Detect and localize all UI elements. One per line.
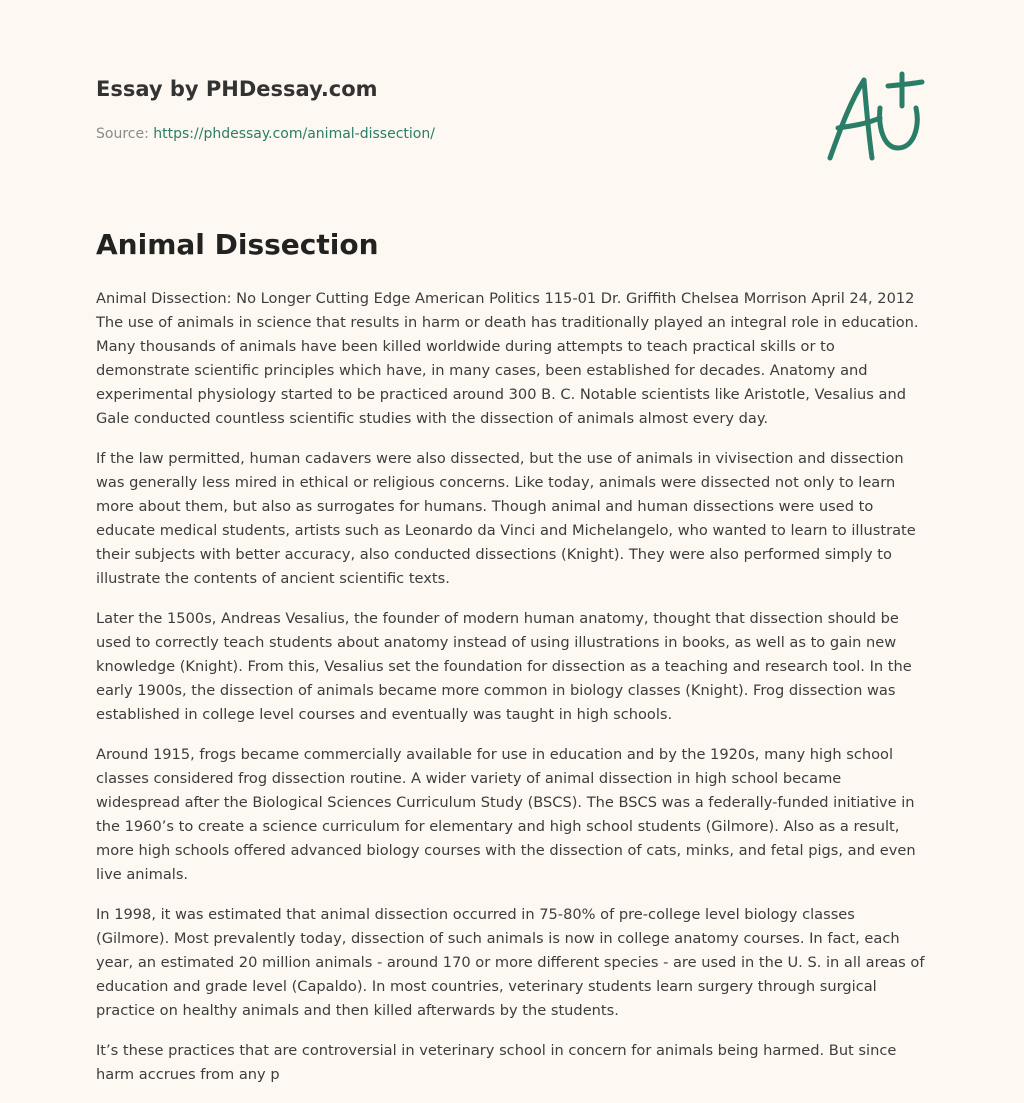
essay-paragraph-5: In 1998, it was estimated that animal dissection occurred in 75-80% of pre-college level biology classes (Gilmore). Most prevalently today, dissection of such animals is now in college anatomy courses. In fact, each year, an estimated 20 million animals - around 170 or more different species - are used in the U. S. in all areas of education and grade level (Capaldo). In most countries, veterinary students learn surgery through surgical practice on healthy animals and then killed afterwards by the students.	[96, 906, 925, 1019]
essay-header	[96, 74, 796, 144]
essay-paragraph-4: Around 1915, frogs became commercially available for use in education and by the 1920s, many high school classes considered frog dissection routine. A wider variety of animal dissection in high school became widespread after the Biological Sciences Curriculum Study (BSCS). The BSCS was a federally-funded initiative in the 1960’s to create a science curriculum for elementary and high school students (Gilmore). Also as a result, more high schools offered advanced biology courses with the dissection of cats, minks, and fetal pigs, and even live animals.	[96, 746, 916, 883]
essay-paragraph-1: Animal Dissection: No Longer Cutting Edge American Politics 115-01 Dr. Griffith Chelsea Morrison April 24, 2012 The use of animals in science that results in harm or death has traditionally played an integral role in education. Many thousands of animals have been killed worldwide during attempts to teach practical skills or to demonstrate scientific principles which have, in many cases, been established for decades. Anatomy and experimental physiology started to be practiced around 300 B. C. Notable scientists like Aristotle, Vesalius and Gale conducted countless scientific studies with the dissection of animals almost every day.	[96, 290, 919, 427]
essay-paragraph-3: Later the 1500s, Andreas Vesalius, the founder of modern human anatomy, thought that dissection should be used to correctly teach students about anatomy instead of using illustrations in books, as well as to gain new knowledge (Knight). From this, Vesalius set the foundation for dissection as a teaching and research tool. In the early 1900s, the dissection of animals became more common in biology classes (Knight). Frog dissection was established in college level courses and eventually was taught in high schools.	[96, 610, 912, 723]
source-link[interactable]: https://phdessay.com/animal-dissection/	[153, 126, 435, 142]
site-brand: Essay by PHDessay.com	[96, 77, 378, 101]
essay-content	[96, 225, 928, 1103]
essay-paragraph-2: If the law permitted, human cadavers were also dissected, but the use of animals in vivisection and dissection was generally less mired in ethical or religious concerns. Like today, animals were dissected not only to learn more about them, but also as surrogates for humans. Though animal and human dissections were used to educate medical students, artists such as Leonardo da Vinci and Michelangelo, who wanted to learn to illustrate their subjects with better accuracy, also conducted dissections (Knight). They were also performed simply to illustrate the contents of ancient scientific texts.	[96, 450, 916, 587]
source-label: Source:	[96, 126, 149, 142]
essay-title: Animal Dissection	[96, 228, 379, 261]
a-plus-logo-icon	[822, 68, 928, 164]
essay-paragraph-6: It’s these practices that are controversial in veterinary school in concern for animals being harmed. But since harm accrues from any p	[96, 1042, 897, 1083]
source-line	[96, 124, 796, 144]
